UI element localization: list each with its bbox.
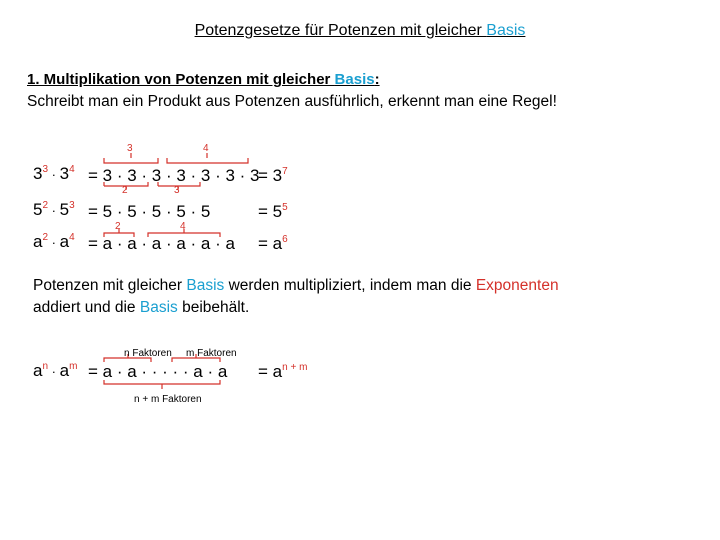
page-title: Potenzgesetze für Potenzen mit gleicher Basis: [194, 22, 526, 39]
example-3-result: = $a^6$: [258, 234, 288, 253]
count-label: 4: [180, 221, 186, 232]
example-1-lhs: $3^3 \cdot 3^4$: [33, 164, 75, 183]
count-label: 4: [203, 143, 209, 154]
example-3-lhs: $a^2 \cdot a^4$: [33, 232, 75, 251]
general-expansion: = a · a · · · · · a · a: [88, 362, 228, 381]
count-label: 2: [122, 185, 128, 196]
label-total-factors: n + m Faktoren: [134, 394, 202, 405]
example-2-result: = $5^5$: [258, 202, 288, 221]
example-2-expansion: = 5 · 5 · 5 · 5 · 5: [88, 202, 211, 221]
example-1-result: = $3^7$: [258, 166, 288, 185]
intro-text: Schreibt man ein Produkt aus Potenzen ausführlich, erkennt man eine Regel!: [27, 93, 557, 110]
example-1-expansion: = 3 · 3 · 3 · 3 · 3 · 3 · 3: [88, 166, 260, 185]
count-label: 2: [115, 221, 121, 232]
rule-text: Potenzen mit gleicher Basis werden multipliziert, indem man die Exponenten addiert und die Basis beibehält.: [33, 277, 559, 316]
example-2-lhs: $5^2 \cdot 5^3$: [33, 200, 75, 219]
label-m-factors: m Faktoren: [186, 348, 237, 359]
label-n-factors: n Faktoren: [124, 348, 172, 359]
count-label: 3: [174, 185, 180, 196]
example-3-expansion: = a · a · a · a · a · a: [88, 234, 235, 253]
section-heading: 1. Multiplikation von Potenzen mit gleicher Basis:: [27, 71, 380, 88]
count-label: 3: [127, 143, 133, 154]
general-result: = $a^{n + m}$: [258, 362, 308, 381]
general-lhs: $a^n \cdot a^m$: [33, 361, 78, 380]
